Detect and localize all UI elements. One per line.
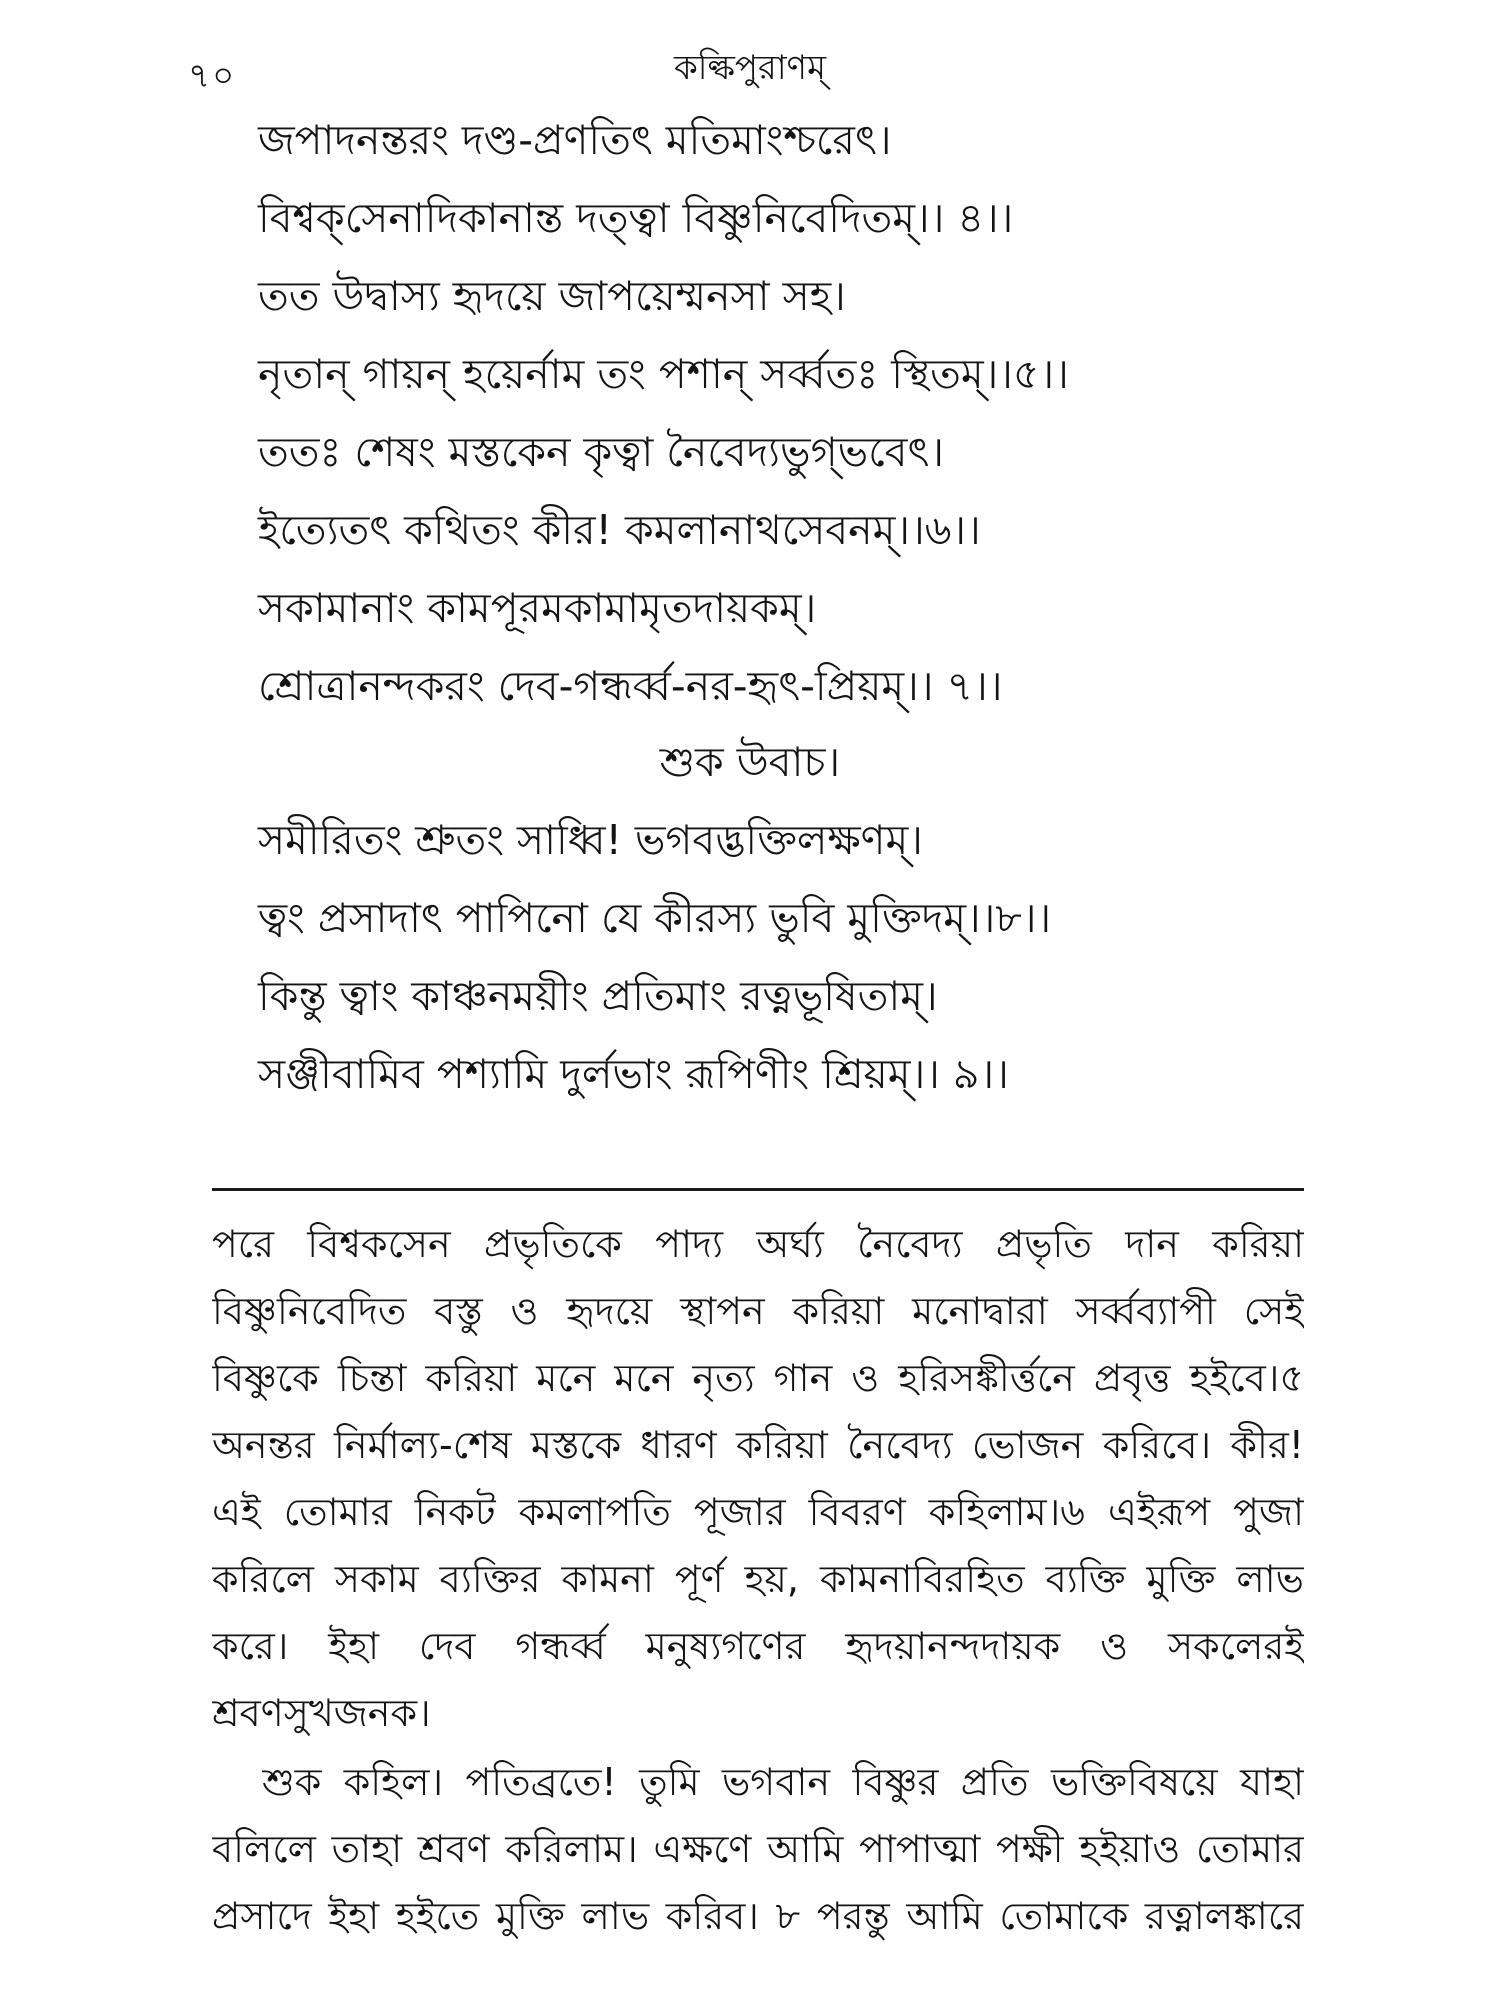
verse-line: ত্বং প্রসাদাৎ পাপিনো যে কীরস্য ভুবি মুক্তিদম্।।৮।। [258, 894, 1052, 942]
page-number: ৭০ [188, 56, 237, 96]
commentary-line: পরে বিশ্বকসেন প্রভৃতিকে পাদ্য অর্ঘ্য নৈবেদ্য প্রভৃতি দান করিয়া [212, 1222, 1304, 1266]
commentary-line: অনন্তর নির্মাল্য-শেষ মস্তকে ধারণ করিয়া নৈবেদ্য ভোজন করিবে। কীর! [212, 1423, 1304, 1467]
commentary-line: বিষ্ণুকে চিন্তা করিয়া মনে মনে নৃত্য গান ও হরিসঙ্কীৰ্ত্তনে প্রবৃত্ত হইবে।৫ [212, 1356, 1304, 1400]
commentary-line: এই তোমার নিকট কমলাপতি পূজার বিবরণ কহিলাম।৬ এইরূপ পুজা [212, 1490, 1304, 1534]
commentary-line: শুক কহিল। পতিব্রতে! তুমি ভগবান বিষ্ণুর প্রতি ভক্তিবিষয়ে যাহা [262, 1760, 1304, 1804]
commentary-line: প্রসাদে ইহা হইতে মুক্তি লাভ করিব। ৮ পরন্তু আমি তোমাকে রত্নালঙ্কারে [212, 1894, 1304, 1938]
verse-line: তত উদ্বাস্য হৃদয়ে জাপয়েম্মনসা সহ। [258, 272, 846, 320]
verse-line: সঞ্জীবামিব পশ্যামি দুর্লভাং রূপিণীং শ্রিয়ম্।। ৯।। [258, 1050, 1009, 1098]
commentary-line: করে। ইহা দেব গন্ধৰ্ব্ব মনুষ্যগণের হৃদয়ানন্দদায়ক ও সকলেরই [212, 1624, 1304, 1668]
verse-line: শ্রোত্রানন্দকরং দেব-গন্ধৰ্ব্ব-নর-হৃৎ-প্রিয়ম্।। ৭।। [258, 662, 1003, 710]
verse-line: বিশ্বক্‌সেনাদিকানান্ত দত্ত্বা বিষ্ণুনিবেদিতম্।। ৪।। [258, 194, 1014, 242]
commentary-line: বলিলে তাহা শ্রবণ করিলাম। এক্ষণে আমি পাপাত্মা পক্ষী হইয়াও তোমার [212, 1827, 1304, 1871]
divider-rule [212, 1188, 1304, 1191]
commentary-line: বিষ্ণুনিবেদিত বস্তু ও হৃদয়ে স্থাপন করিয়া মনোদ্বারা সৰ্ব্বব্যাপী সেই [212, 1289, 1304, 1333]
verse-line: ইত্যেতৎ কথিতং কীর! কমলানাথসেবনম্।।৬।। [258, 506, 981, 554]
verse-line: নৃতান্ গায়ন্ হয়ের্নাম তং পশান্ সৰ্ব্বতঃ স্থিতম্।।৫।। [258, 350, 1069, 398]
verse-line: কিন্তু ত্বাং কাঞ্চনময়ীং প্রতিমাং রত্নভূষিতাম্। [258, 972, 938, 1020]
running-title: কল্কিপুরাণম্ [673, 48, 826, 88]
commentary-line: শ্রবণসুখজনক। [212, 1691, 431, 1735]
verse-line: ততঃ শেষং মস্তকেন কৃত্বা নৈবেদ্যভুগ্‌ভবেৎ। [258, 428, 945, 476]
verse-line: সমীরিতং শ্রুতং সাধ্বি! ভগবদ্ভক্তিলক্ষণম্। [258, 816, 923, 864]
speaker-heading: শুক উবাচ। [659, 738, 841, 786]
verse-line: জপাদনন্তরং দণ্ড-প্রণতিৎ মতিমাংশ্চরেৎ। [258, 116, 892, 164]
commentary-line: করিলে সকাম ব্যক্তির কামনা পূর্ণ হয়, কামনাবিরহিত ব্যক্তি মুক্তি লাভ [212, 1557, 1304, 1601]
verse-line: সকামানাং কামপূরমকামামৃতদায়কম্। [258, 584, 817, 632]
